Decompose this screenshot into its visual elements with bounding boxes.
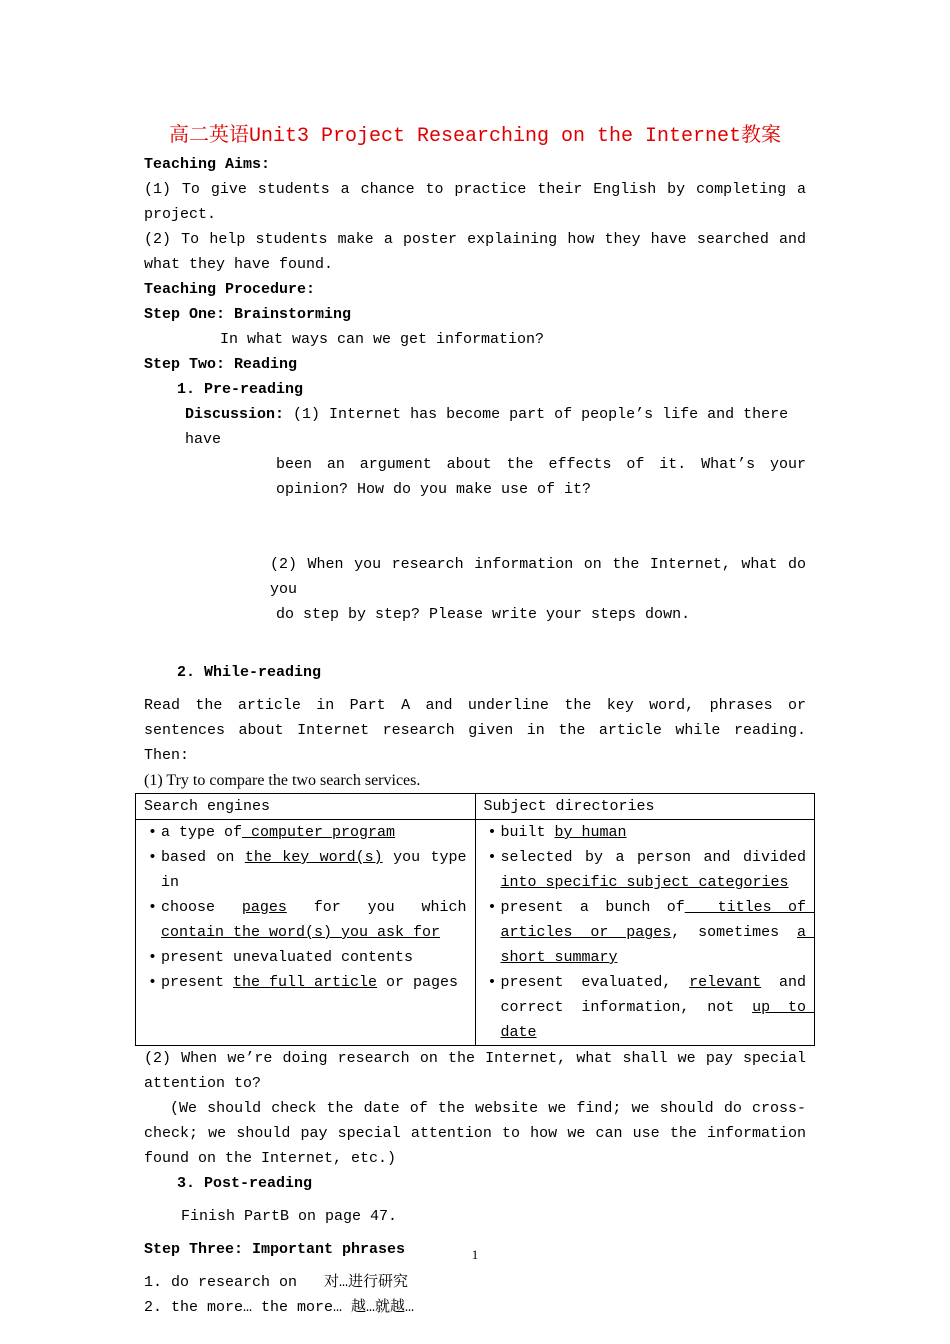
discussion-label: Discussion: bbox=[185, 406, 285, 423]
underlined-phrase: the key word(s) bbox=[244, 849, 383, 866]
underlined-phrase: pages bbox=[241, 899, 287, 916]
underlined-phrase: contain the word(s) you ask for bbox=[161, 924, 441, 941]
item-text: and correct information, not bbox=[500, 974, 816, 1016]
brainstorm-question: In what ways can we get information? bbox=[220, 331, 545, 348]
item-text: choose bbox=[161, 899, 242, 916]
discussion-q1-line bbox=[144, 402, 806, 452]
underlined-phrase: titles of articles or pages bbox=[500, 899, 816, 941]
underlined-phrase: up to date bbox=[500, 999, 816, 1041]
step-three-heading: Step Three: Important phrases bbox=[144, 1241, 406, 1258]
aim-item-1: (1) To give students a chance to practice their English by completing a project. bbox=[144, 181, 806, 223]
attention-answer: (We should check the date of the website we find; we should do cross-check; we should pay special attention to how we can use the information found on the Internet, etc.) bbox=[144, 1100, 806, 1167]
item-text: present evaluated, bbox=[500, 974, 690, 991]
search-engines-item-1 bbox=[144, 820, 467, 845]
attention-question: (2) When we’re doing research on the Internet, what shall we pay special attention to? bbox=[144, 1050, 806, 1092]
compare-prompt: (1) Try to compare the two search services. bbox=[144, 772, 421, 789]
item-text: selected by a person and divided bbox=[500, 849, 815, 866]
item-text: , sometimes bbox=[671, 924, 797, 941]
item-text: present bbox=[161, 974, 234, 991]
subject-directories-cell bbox=[475, 820, 815, 1046]
underlined-phrase: relevant bbox=[689, 974, 762, 991]
step-two-heading: Step Two: Reading bbox=[144, 356, 298, 373]
item-text: a type of bbox=[161, 824, 243, 841]
document-page bbox=[144, 122, 816, 1320]
phrase-item-2: 2. the more… the more… 越…就越… bbox=[144, 1299, 415, 1316]
post-reading-heading: 3. Post-reading bbox=[177, 1175, 313, 1192]
underlined-phrase: computer program bbox=[242, 824, 396, 841]
search-engines-cell bbox=[136, 820, 476, 1046]
pre-reading-heading: 1. Pre-reading bbox=[177, 381, 304, 398]
phrase-item-1: 1. do research on 对…进行研究 bbox=[144, 1274, 409, 1291]
item-text: present a bunch of bbox=[500, 899, 685, 916]
discussion-q2-first: (2) When you research information on the Internet, what do you bbox=[270, 556, 806, 598]
underlined-phrase: by human bbox=[554, 824, 627, 841]
search-engines-item-4 bbox=[144, 945, 467, 970]
discussion-q1-rest: been an argument about the effects of it. What’s your opinion? How do you make use of it? bbox=[276, 456, 806, 498]
underlined-phrase: the full article bbox=[233, 974, 378, 991]
discussion-q2-rest: do step by step? Please write your steps down. bbox=[276, 606, 691, 623]
procedure-heading: Teaching Procedure: bbox=[144, 281, 316, 298]
item-text: or pages bbox=[377, 974, 459, 991]
subject-directories-list bbox=[484, 820, 816, 1045]
while-reading-heading: 2. While-reading bbox=[177, 664, 322, 681]
item-text: built bbox=[500, 824, 555, 841]
page-number: 1 bbox=[471, 1247, 479, 1262]
search-engines-item-2 bbox=[144, 845, 476, 895]
comparison-table bbox=[135, 793, 815, 1046]
search-engines-item-5 bbox=[144, 970, 467, 995]
item-text: based on bbox=[161, 849, 245, 866]
while-reading-text: Read the article in Part A and underline the key word, phrases or sentences about Internet research given in the article while reading. Then: bbox=[144, 697, 806, 764]
subject-directories-item-3 bbox=[484, 895, 816, 970]
aim-item-2: (2) To help students make a poster explaining how they have searched and what they have found. bbox=[144, 231, 806, 273]
step-one-heading: Step One: Brainstorming bbox=[144, 306, 352, 323]
item-text: present unevaluated contents bbox=[161, 949, 414, 966]
search-engines-item-3 bbox=[144, 895, 476, 945]
item-text: for you which bbox=[286, 899, 476, 916]
post-reading-text: Finish PartB on page 47. bbox=[181, 1208, 398, 1225]
search-engines-list bbox=[144, 820, 476, 995]
discussion-q1-first: (1) Internet has become part of people’s life and there have bbox=[185, 406, 789, 448]
underlined-phrase: into specific subject categories bbox=[500, 874, 789, 891]
table-header-search-engines: Search engines bbox=[136, 794, 476, 820]
aims-heading: Teaching Aims: bbox=[144, 156, 271, 173]
table-header-subject-directories: Subject directories bbox=[475, 794, 815, 820]
item-text: you type in bbox=[161, 849, 476, 891]
subject-directories-item-1 bbox=[484, 820, 807, 845]
document-title: 高二英语Unit3 Project Researching on the Internet教案 bbox=[168, 125, 782, 148]
subject-directories-item-4 bbox=[484, 970, 816, 1045]
underlined-phrase: a short summary bbox=[500, 924, 816, 966]
subject-directories-item-2 bbox=[484, 845, 815, 895]
